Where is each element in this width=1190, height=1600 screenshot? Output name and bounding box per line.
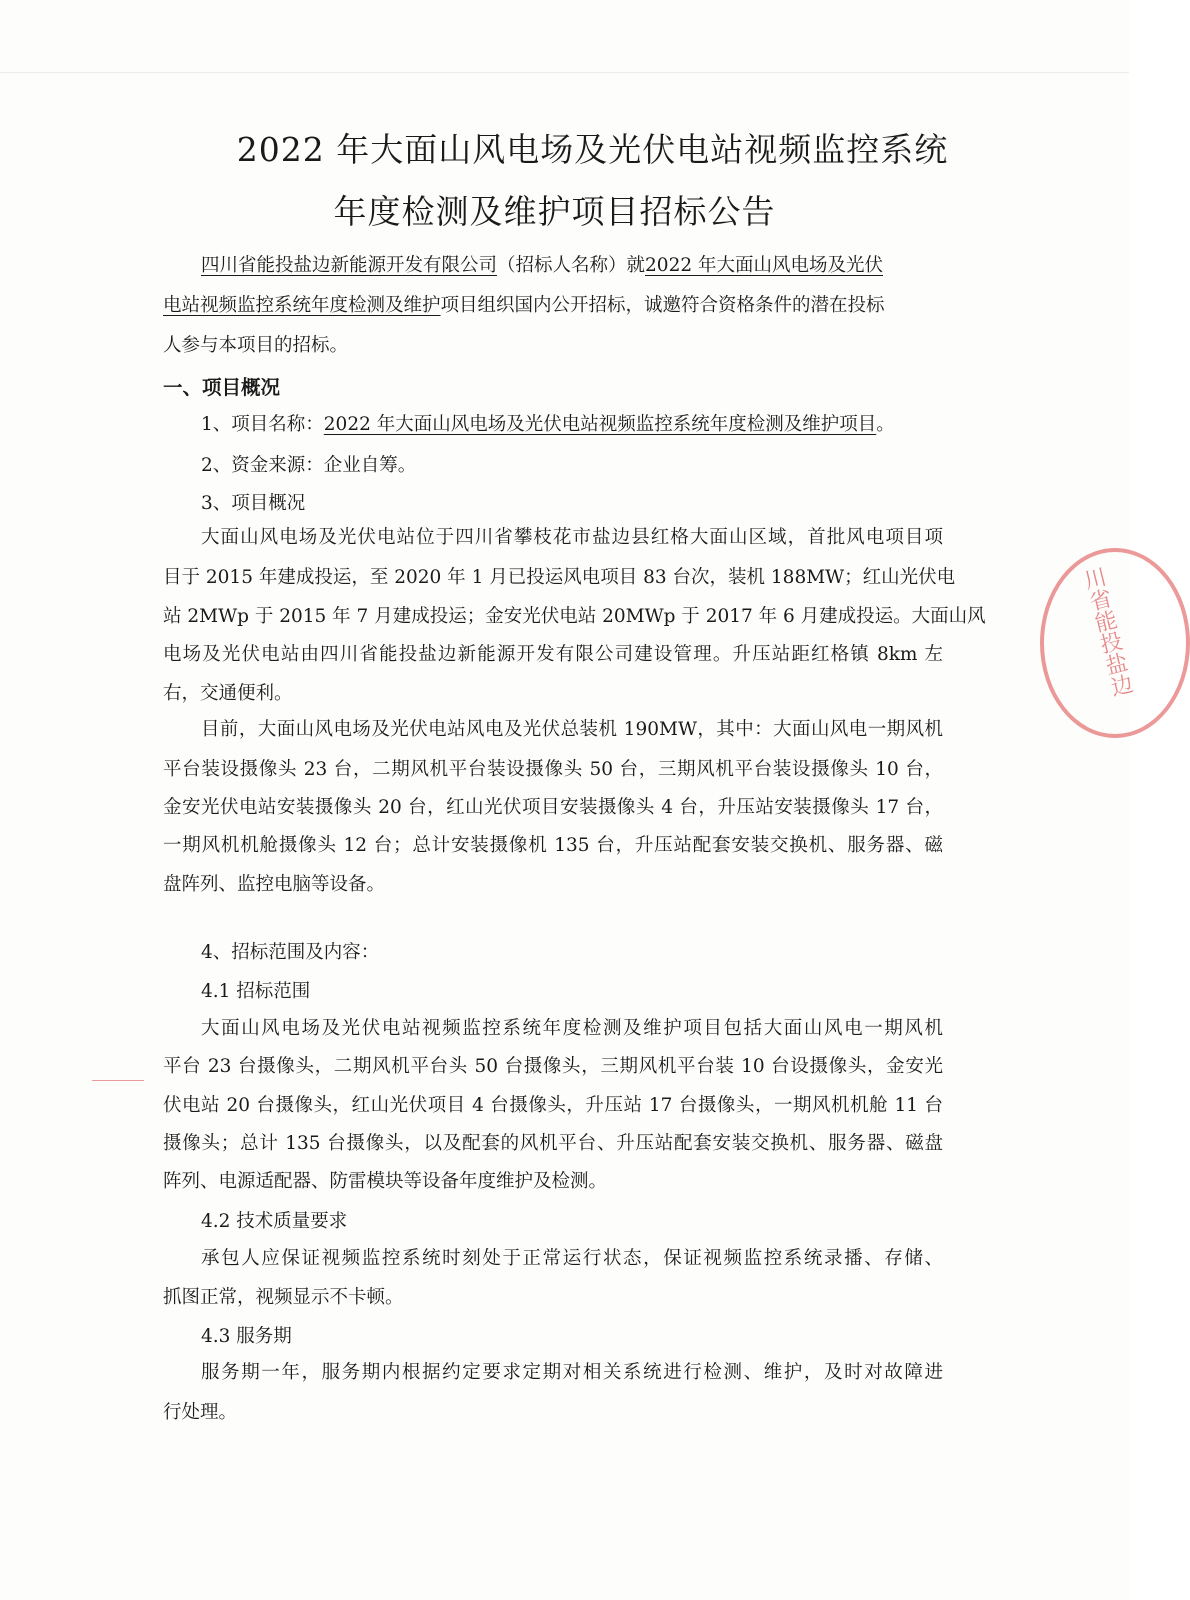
overview-line: 大面山风电场及光伏电站位于四川省攀枝花市盐边县红格大面山区域，首批风电项目项 [201, 527, 943, 548]
quality-line: 承包人应保证视频监控系统时刻处于正常运行状态，保证视频监控系统录播、存储、 [201, 1248, 943, 1269]
scope-line: 摄像头；总计 135 台摄像头，以及配套的风机平台、升压站配套安装交换机、服务器、磁盘 [163, 1133, 943, 1154]
current-line: 平台装设摄像头 23 台，二期风机平台装设摄像头 50 台，三期风机平台装设摄像头 10 台， [163, 759, 943, 780]
current-line: 一期风机机舱摄像头 12 台；总计安装摄像机 135 台，升压站配套安装交换机、服务器、磁 [163, 835, 943, 856]
current-line: 盘阵列、监控电脑等设备。 [163, 874, 386, 895]
seal-text: 川省能投盐边 [1078, 564, 1135, 700]
scan-edge [0, 72, 1129, 73]
service-line: 行处理。 [163, 1402, 238, 1423]
item-1-end: 。 [876, 414, 895, 435]
item-4-2: 4.2 技术质量要求 [201, 1211, 348, 1232]
item-4: 4、招标范围及内容： [201, 942, 380, 963]
project-name-part1: 2022 年大面山风电场及光伏 [645, 255, 883, 276]
quality-line: 抓图正常，视频显示不卡顿。 [163, 1287, 404, 1308]
service-line: 服务期一年，服务期内根据约定要求定期对相关系统进行检测、维护，及时对故障进 [201, 1362, 943, 1383]
scope-line: 大面山风电场及光伏电站视频监控系统年度检测及维护项目包括大面山风电一期风机 [201, 1018, 943, 1039]
current-line: 金安光伏电站安装摄像头 20 台，红山光伏项目安装摄像头 4 台，升压站安装摄像头 17 台， [163, 797, 943, 818]
item-1 [201, 413, 943, 437]
section-heading: 一、项目概况 [163, 376, 281, 399]
intro-line-3: 人参与本项目的招标。 [163, 335, 349, 356]
tenderer-name: 四川省能投盐边新能源开发有限公司 [201, 255, 498, 276]
project-name-part2: 电站视频监控系统年度检测及维护 [163, 295, 441, 316]
overview-line: 右，交通便利。 [163, 683, 293, 704]
tenderer-note: （招标人名称）就 [497, 255, 646, 276]
overview-line: 目于 2015 年建成投运，至 2020 年 1 月已投运风电项目 83 台次，装机 188MW；红山光伏电 [163, 567, 956, 588]
item-3: 3、项目概况 [201, 493, 306, 514]
scope-line: 阵列、电源适配器、防雷模块等设备年度维护及检测。 [163, 1171, 608, 1192]
overview-line: 电场及光伏电站由四川省能投盐边新能源开发有限公司建设管理。升压站距红格镇 8km 左 [163, 644, 943, 665]
intro-line-2 [163, 294, 943, 318]
intro-line-1 [201, 254, 943, 278]
overview-line: 站 2MWp 于 2015 年 7 月建成投运；金安光伏电站 20MWp 于 2017 年 6 月建成投运。大面山风 [163, 606, 986, 627]
margin-mark [92, 1080, 144, 1081]
item-4-3: 4.3 服务期 [201, 1326, 292, 1347]
item-1-value: 2022 年大面山风电场及光伏电站视频监控系统年度检测及维护项目 [323, 414, 877, 435]
scope-line: 伏电站 20 台摄像头，红山光伏项目 4 台摄像头，升压站 17 台摄像头，一期风机机舱 11 台 [163, 1095, 943, 1116]
intro-line-2-rest: 项目组织国内公开招标，诚邀符合资格条件的潜在投标 [440, 295, 885, 316]
item-1-label: 1、项目名称： [201, 414, 324, 435]
title-line-2: 年度检测及维护项目招标公告 [333, 192, 776, 231]
title-line-1: 2022 年大面山风电场及光伏电站视频监控系统 [236, 130, 949, 169]
item-4-1: 4.1 招标范围 [201, 981, 311, 1002]
scope-line: 平台 23 台摄像头，二期风机平台头 50 台摄像头，三期风机平台装 10 台设摄像头，金安光 [163, 1056, 943, 1077]
item-2: 2、资金来源：企业自筹。 [201, 455, 417, 476]
current-line: 目前，大面山风电场及光伏电站风电及光伏总装机 190MW，其中：大面山风电一期风机 [201, 719, 943, 740]
